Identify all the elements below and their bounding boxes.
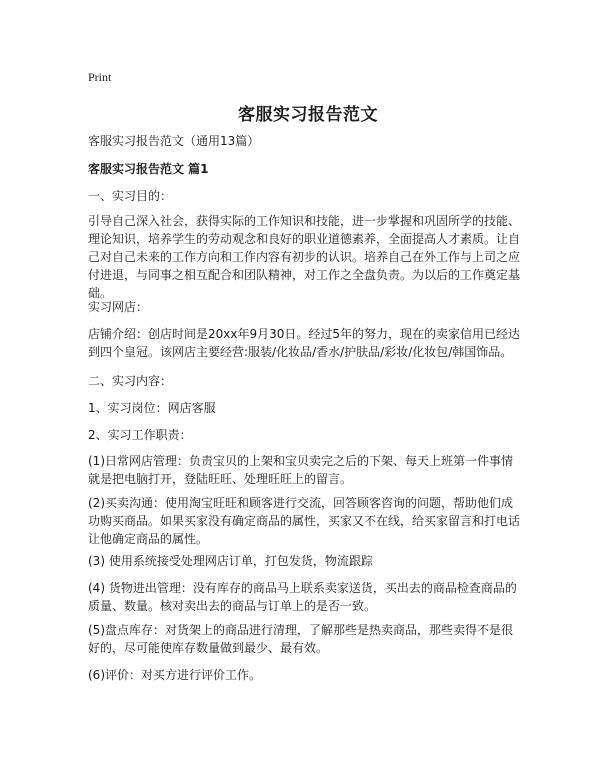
paragraph-purpose-body: 引导自己深入社会，获得实际的工作知识和技能，进一步掌握和巩固所学的技能、理论知识，培养学生的劳动观念和良好的职业道德素养，全面提高人才素质。让自己对自己未来的工作方向和工作内容有初步的认识。培养自己在外工作与上司之应付进退，与同事之相互配合和团队精神，对工作之全盘负责。为以后的工作奠定基础。 [88,214,521,300]
paragraph-content-heading: 二、实习内容： [88,374,173,388]
section-heading: 客服实习报告范文 篇1 [88,162,209,176]
paragraph-position: 1、实习岗位：网店客服 [88,401,216,415]
paragraph-shop-heading: 实习网店： [88,300,149,314]
paragraph-shop-intro: 店铺介绍：创店时间是20xx年9月30日。经过5年的努力，现在的卖家信用已经达到四个皇冠。该网店主要经营:服装/化妆品/香水/护肤品/彩妆/化妆包/韩国饰品。 [88,327,521,359]
page-title: 客服实习报告范文 [238,105,378,125]
paragraph-duties-heading: 2、实习工作职责： [88,428,192,442]
paragraph-duty-3: (3) 使用系统接受处理网店订单，打包发货，物流跟踪 [88,554,373,568]
document-subtitle: 客服实习报告范文（通用13篇） [88,134,260,148]
paragraph-purpose-heading: 一、实习目的： [88,189,173,203]
paragraph-duty-6: (6)评价：对买方进行评价工作。 [88,668,261,682]
paragraph-duty-5: (5)盘点库存：对货架上的商品进行清理，了解那些是热卖商品，那些卖得不是很好的，尽可能使库存数量做到最少、最有效。 [88,623,514,655]
print-link[interactable]: Print [88,70,112,84]
paragraph-duty-2: (2)买卖沟通：使用淘宝旺旺和顾客进行交流，回答顾客咨询的问题，帮助他们成功购买商品。如果买家没有确定商品的属性，买家又不在线，给买家留言和打电话让他确定商品的属性。 [88,496,521,546]
paragraph-duty-1: (1)日常网店管理：负责宝贝的上架和宝贝卖完之后的下架、每天上班第一件事情就是把电脑打开，登陆旺旺、处理旺旺上的留言。 [88,454,514,486]
paragraph-duty-4: (4) 货物进出管理：没有库存的商品马上联系卖家送货，买出去的商品检查商品的质量、数量。核对卖出去的商品与订单上的是否一致。 [88,581,517,613]
